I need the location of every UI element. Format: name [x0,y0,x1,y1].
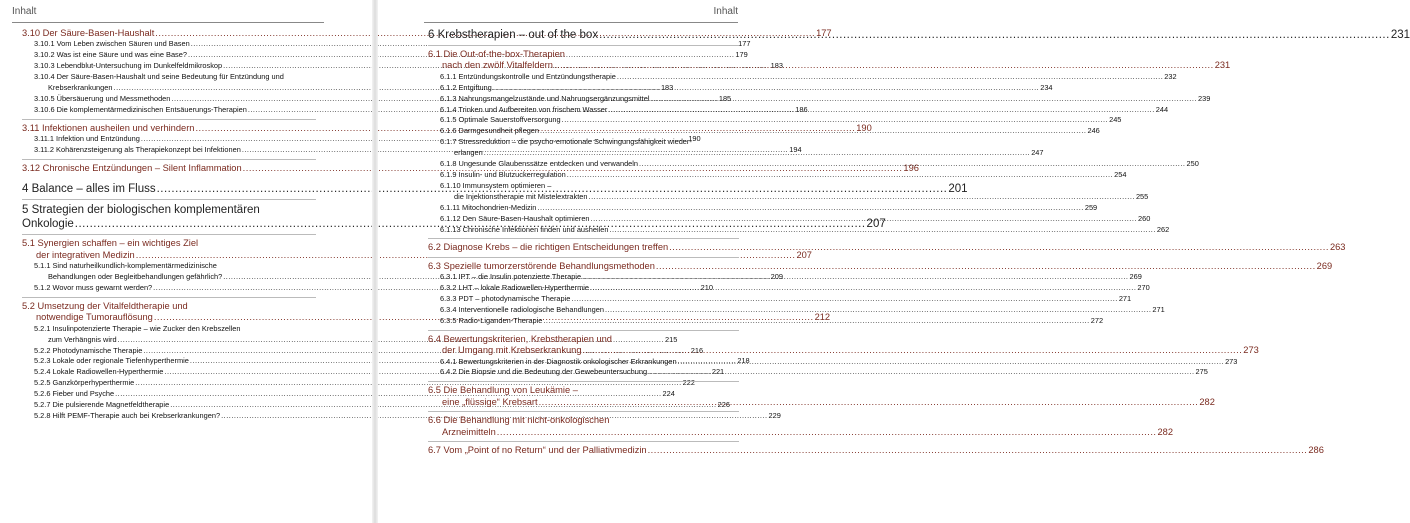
toc-entry-title: 6.1.8 Ungesunde Glaubenssätze entdecken und verwandeln [440,159,639,169]
page-number: 232 [1164,71,1177,81]
running-header: Inhalt [713,6,738,17]
page-number: 245 [1109,115,1122,125]
toc-entry-title-first-line: 5.2.1 Insulinpotenzierte Therapie – wie Zucker den Krebszellen [34,323,241,333]
dot-leader [609,225,1155,236]
page-number: 239 [1197,93,1211,103]
toc-entry[interactable] [440,367,1208,378]
dot-leader [590,283,1136,294]
page-number: 244 [1155,104,1169,114]
toc-entry[interactable] [440,82,1053,94]
toc-entry[interactable] [440,71,1177,83]
toc-entry-title: 6.3.2 LHT – lokale Radiowellen-Hyperthermie [440,283,589,293]
toc-entry-title: die Injektionstherapie mit Mistelextrakten [454,191,588,201]
toc-entry-title: 6.3.5 Radio-Liganden-Therapie [440,315,543,325]
toc-entry-title: 6.3.1 IPT – die Insulin potenzierte Therapie [440,272,582,282]
toc-entry[interactable] [34,378,696,389]
toc-entry-title-first-line: 5.2 Umsetzung der Vitalfeldtherapie und [22,300,188,311]
dot-leader [669,242,1329,253]
toc-entry-title: 6 Krebstherapien – out of the box [428,29,599,41]
page-number: 286 [1308,445,1324,455]
page-number: 207 [866,218,886,231]
page-number: 271 [1118,294,1132,304]
toc-entry-title: 6.1.3 Nahrungsmangelzustände und Nahrungsergänzungsmittel [440,93,650,103]
page-number: 254 [1114,169,1127,179]
page-number: 222 [682,378,696,388]
dot-leader [617,72,1163,83]
page-number: 269 [1316,260,1333,271]
page-number: 179 [735,50,748,60]
toc-entry-title: 3.10.6 Die komplementärmedizinischen Entsäuerungs-Therapien [34,104,247,114]
toc-entry-title: eine „flüssige“ Krebsart [442,396,538,407]
toc-entry-title: Arzneimitteln [442,426,496,437]
page-number: 260 [1137,213,1151,223]
dot-leader [484,148,1030,157]
dot-leader [589,192,1135,201]
page-number: 226 [717,400,730,410]
section-divider [428,45,739,46]
page-number: 229 [768,410,781,420]
toc-entry[interactable] [428,260,1333,272]
dot-leader [562,115,1108,126]
toc-entry-title: der integrativen Medizin [36,249,135,260]
toc-entry-title: Behandlungen oder Begleitbehandlungen gefährlich? [48,272,223,282]
page-number: 250 [1186,159,1199,169]
dot-leader [493,83,1039,94]
toc-entry-title: 6.1.11 Mitochondrien-Medizin [440,202,537,212]
page-number: 263 [1329,242,1346,253]
page-number: 183 [770,61,783,71]
page-number: 210 [700,283,713,292]
dot-leader [554,60,1214,70]
toc-entry-title: 6.7 Vom „Point of no Return“ und der Palliativmedizin [428,445,647,455]
toc-entry-title: 6.1.12 Den Säure-Basen-Haushalt optimieren [440,213,590,223]
toc-entry-title: 6.1.4 Trinken und Aufbereiten von frischem Wasser [440,104,608,114]
toc-entry-title: 6.1.5 Optimale Sauerstoffversorgung [440,115,561,125]
section-divider [22,159,316,160]
toc-entry-title: erlangen [454,148,483,158]
dot-leader [567,170,1113,181]
toc-entry-title: 6.3 Spezielle tumorzerstörende Behandlungsmethoden [428,260,655,271]
toc-entry[interactable] [428,445,1324,456]
dot-leader [571,294,1117,305]
toc-entry-title: 5.2.3 Lokale oder regionale Tiefenhyperthermie [34,356,189,366]
dot-leader [648,445,1308,456]
page-number: 209 [770,272,784,282]
toc-entry-title: 6.1.13 Chronische Infektionen finden und ausheilen [440,224,609,234]
toc-entry[interactable] [440,304,1165,316]
toc-entry-title: 6.3.4 Interventionelle radiologische Behandlungen [440,304,604,314]
toc-entry-title: 4 Balance – alles im Fluss [22,183,156,196]
toc-entry-title-first-line: 6.5 Die Behandlung von Leukämie – [428,385,578,396]
toc-entry-title-first-line: 6.4 Bewertungskriterien, Krebstherapien und [428,333,612,344]
toc-entry-title-first-line: 5.1 Synergien schaffen – ein wichtiges Ziel [22,238,199,249]
page-number: 270 [1137,283,1150,293]
dot-leader [583,345,1243,355]
toc-entry-title: 5.2.5 Ganzkörperhyperthermie [34,378,135,388]
dot-leader [591,214,1137,225]
toc-entry[interactable] [428,385,1215,408]
toc-entry-title: 6.1.1 Entzündungskontrolle und Entzündungstherapie [440,71,616,81]
section-divider [428,330,739,331]
toc-entry-title-first-line: 6.1 Die Out-of-the-box-Therapien [428,49,565,59]
section-divider [428,238,739,239]
toc-entry-title: 3.12 Chronische Entzündungen – Silent Inflammation [22,162,242,173]
section-divider [428,411,739,412]
page-number: 275 [1195,367,1208,377]
page-number: 259 [1084,202,1098,212]
page-number: 196 [903,162,919,173]
toc-entry-title-first-line: 6.6 Die Behandlung mit nicht-onkologischen [428,415,610,426]
page-number: 234 [1040,82,1053,92]
toc-entry-title: 6.1.6 Darmgesundheit pflegen [440,126,540,136]
section-divider [22,119,316,120]
dot-leader [648,367,1194,378]
page-number: 185 [718,93,732,103]
toc-entry-title: 6.1.2 Entgiftung [440,82,492,92]
toc-entry[interactable] [34,39,751,50]
page-number: 221 [711,367,725,377]
page-number: 218 [737,356,750,366]
page-number: 177 [738,39,751,49]
section-divider [428,441,739,442]
toc-entry-title: 6.3.3 PDT – photodynamische Therapie [440,294,571,304]
toc-entry-title: der Umgang mit Krebserkrankung [442,345,582,356]
toc-entry-title: 6.4.2 Die Biopsie und die Bedeutung der Gewebeuntersuchung [440,367,648,377]
page-number: 224 [662,389,675,399]
toc-entry-title: 6.4.1 Bewertungskriterien in der Diagnostik onkologischer Erkrankungen [440,356,677,366]
page-number: 269 [1129,272,1142,282]
page-number: 282 [1199,396,1215,407]
dot-leader [639,159,1185,170]
toc-entry[interactable] [428,333,1259,357]
toc-entry[interactable] [440,283,1150,294]
page-number: 246 [1087,126,1100,136]
section-divider [428,257,739,258]
page-number: 272 [1090,315,1104,325]
toc-entry[interactable] [440,115,1122,126]
page-number: 271 [1152,304,1165,314]
page-number: 190 [856,122,872,133]
page-number: 273 [1243,345,1259,356]
page-number: 247 [1031,148,1044,158]
toc-entry-title: 5.2.7 Die pulsierende Magnetfeldtherapie [34,400,170,410]
header-rule [12,22,324,23]
toc-entry-title: 3.10.3 Lebendblut-Untersuchung im Dunkelfeldmikroskop [34,61,223,71]
toc-entry-title: notwendige Tumorauflösung [36,312,153,323]
section-divider [428,381,739,382]
page-number: 255 [1135,191,1149,201]
page-number: 216 [690,345,704,355]
page-number: 201 [948,183,968,196]
dot-leader [497,427,1157,437]
dot-leader [605,305,1151,316]
toc-entry-title: Onkologie [22,218,74,231]
dot-leader [608,105,1154,116]
toc-entry-title: zum Verhängnis wird [48,334,117,344]
toc-entry-title: 3.10 Der Säure-Basen-Haushalt [22,28,155,38]
page-number: 194 [789,145,802,155]
dot-leader [599,28,1390,42]
dot-leader [678,357,1224,368]
page-number: 282 [1157,426,1174,437]
toc-entry-title-first-line: 6.1.10 Immunsystem optimieren – [440,180,552,190]
page-number: 186 [795,104,808,114]
toc-entry-title: 5.1.2 Wovor muss gewarnt werden? [34,283,153,292]
page-number: 190 [688,134,701,144]
toc-entry-title: 5.2.2 Photodynamische Therapie [34,345,143,355]
toc-entry-title-first-line: 5.1.1 Sind naturheilkundlich-komplementärmedizinische [34,261,217,271]
toc-entry-title-first-line: 3.10.4 Der Säure-Basen-Haushalt und seine Bedeutung für Entzündung und [34,72,284,82]
page-number: 212 [814,312,831,323]
dot-leader [656,261,1316,272]
dot-leader [537,203,1083,214]
dot-leader [651,94,1197,105]
toc-entry-title: 3.11 Infektionen ausheilen und verhindern [22,122,195,133]
section-divider [22,234,316,235]
page-number: 207 [796,249,812,260]
toc-entry-title: 3.10.1 Vom Leben zwischen Säuren und Basen [34,39,190,49]
running-header: Inhalt [12,6,37,17]
toc-entry[interactable] [440,202,1098,214]
toc-entry-title: 5.2.4 Lokale Radiowellen-Hyperthermie [34,367,164,377]
header-rule [424,22,738,23]
page-number: 231 [1214,60,1231,71]
toc-entry-title-first-line: 5 Strategien der biologischen komplementären [22,204,260,217]
page-number: 262 [1156,224,1170,234]
toc-entry-title: 6.2 Diagnose Krebs – die richtigen Entscheidungen treffen [428,242,669,253]
dot-leader [582,272,1128,283]
toc-entry-title: Krebserkrankungen [48,83,113,93]
toc-entry-title: 5.2.6 Fieber und Psyche [34,389,115,399]
page-number: 231 [1390,29,1410,41]
toc-entry-title: 3.11.1 Infektion und Entzündung [34,134,140,144]
toc-entry-title: 3.10.5 Übersäuerung und Messmethoden [34,93,171,103]
toc-entry-title: nach den zwölf Vitalfeldern [442,60,553,71]
toc-entry[interactable] [440,169,1127,181]
toc-entry[interactable] [440,93,1211,105]
dot-leader [540,126,1086,137]
dot-leader [543,316,1089,327]
page-number: 177 [816,28,832,38]
toc-entry-title: 6.1.9 Insulin- und Blutzuckerregulation [440,169,566,179]
toc-entry-title: 5.2.8 Hilft PEMF-Therapie auch bei Krebserkrankungen? [34,410,221,420]
page-number: 215 [665,334,678,344]
toc-entry-title: 3.11.2 Kohärenzsteigerung als Therapiekonzept bei Infektionen [34,145,241,155]
toc-entry[interactable] [440,294,1132,305]
toc-entry-title: 3.10.2 Was ist eine Säure und was eine Base? [34,50,187,60]
section-divider [22,199,316,200]
toc-entry[interactable] [428,242,1346,253]
toc-entry-title-first-line: 6.1.7 Stressreduktion – die psycho-emotionale Schwingungsfähigkeit wieder- [440,137,692,147]
page-number: 273 [1225,356,1238,366]
dot-leader [539,397,1199,407]
section-divider [22,297,316,298]
page-number: 183 [660,83,674,93]
